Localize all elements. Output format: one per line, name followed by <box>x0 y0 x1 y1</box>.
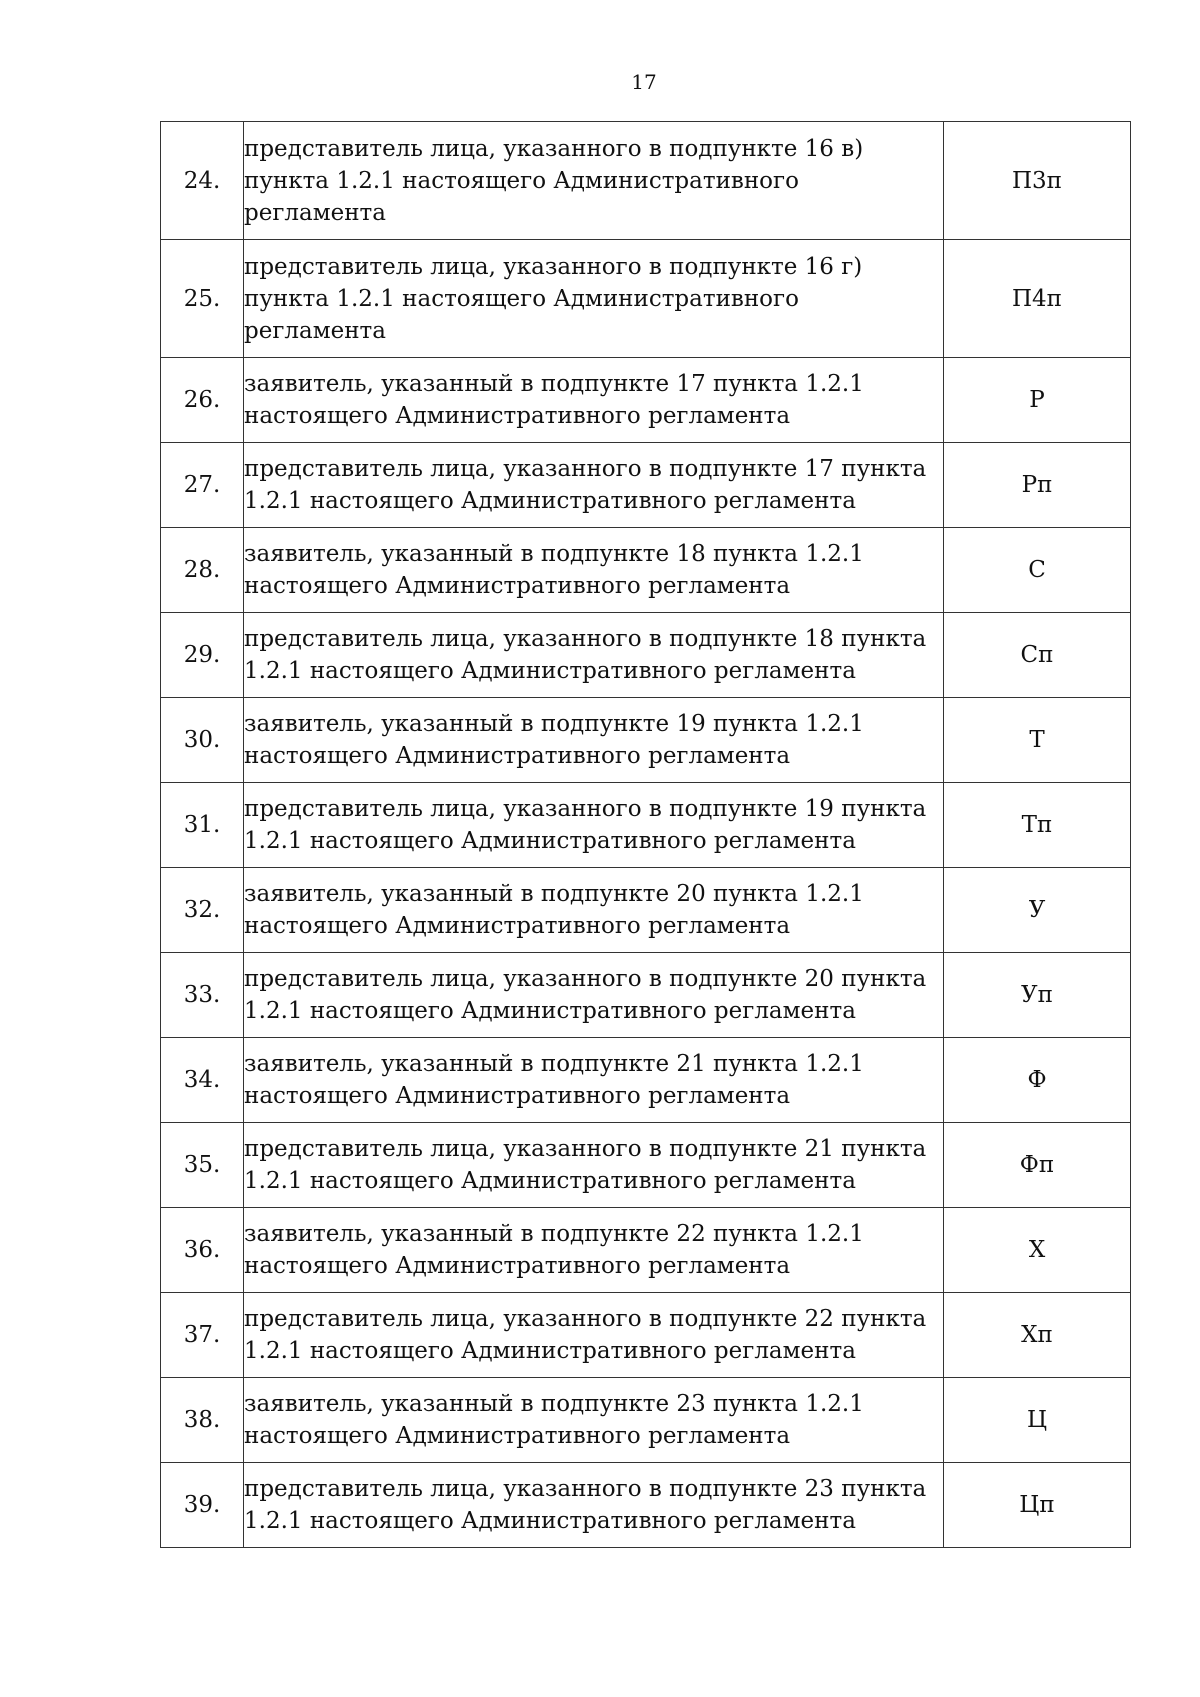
table-row <box>161 1038 1131 1123</box>
table-row <box>161 1463 1131 1548</box>
row-number: 34. <box>161 1038 244 1123</box>
table-body <box>161 122 1131 1548</box>
row-number: 28. <box>161 528 244 613</box>
row-description: представитель лица, указанного в подпункте 18 пункта 1.2.1 настоящего Административного регламента <box>244 613 944 698</box>
row-description: заявитель, указанный в подпункте 20 пункта 1.2.1 настоящего Административного регламента <box>244 868 944 953</box>
row-code: Т <box>944 698 1131 783</box>
row-number: 32. <box>161 868 244 953</box>
row-description: представитель лица, указанного в подпункте 22 пункта 1.2.1 настоящего Административного регламента <box>244 1293 944 1378</box>
row-number: 30. <box>161 698 244 783</box>
row-number: 24. <box>161 122 244 240</box>
row-number: 35. <box>161 1123 244 1208</box>
table-row <box>161 122 1131 240</box>
row-number: 33. <box>161 953 244 1038</box>
row-description: заявитель, указанный в подпункте 17 пункта 1.2.1 настоящего Административного регламента <box>244 358 944 443</box>
row-description: заявитель, указанный в подпункте 19 пункта 1.2.1 настоящего Административного регламента <box>244 698 944 783</box>
table-row <box>161 953 1131 1038</box>
row-description: представитель лица, указанного в подпункте 17 пункта 1.2.1 настоящего Административного регламента <box>244 443 944 528</box>
row-code: С <box>944 528 1131 613</box>
row-number: 31. <box>161 783 244 868</box>
row-code: Хп <box>944 1293 1131 1378</box>
table-row <box>161 1293 1131 1378</box>
row-code: У <box>944 868 1131 953</box>
row-code: Уп <box>944 953 1131 1038</box>
row-description: заявитель, указанный в подпункте 18 пункта 1.2.1 настоящего Административного регламента <box>244 528 944 613</box>
table-row <box>161 443 1131 528</box>
table-row <box>161 1123 1131 1208</box>
row-description: заявитель, указанный в подпункте 23 пункта 1.2.1 настоящего Административного регламента <box>244 1378 944 1463</box>
row-code: Тп <box>944 783 1131 868</box>
row-description: представитель лица, указанного в подпункте 16 в) пункта 1.2.1 настоящего Административного регламента <box>244 122 944 240</box>
row-description: заявитель, указанный в подпункте 21 пункта 1.2.1 настоящего Административного регламента <box>244 1038 944 1123</box>
row-description: представитель лица, указанного в подпункте 20 пункта 1.2.1 настоящего Административного регламента <box>244 953 944 1038</box>
row-number: 36. <box>161 1208 244 1293</box>
row-code: Фп <box>944 1123 1131 1208</box>
row-code: П4п <box>944 240 1131 358</box>
row-number: 38. <box>161 1378 244 1463</box>
row-code: Цп <box>944 1463 1131 1548</box>
row-code: Ф <box>944 1038 1131 1123</box>
row-description: представитель лица, указанного в подпункте 19 пункта 1.2.1 настоящего Административного регламента <box>244 783 944 868</box>
row-code: Р <box>944 358 1131 443</box>
table-row <box>161 1208 1131 1293</box>
row-number: 26. <box>161 358 244 443</box>
table-row <box>161 783 1131 868</box>
page-number: 17 <box>631 70 657 94</box>
table-row <box>161 698 1131 783</box>
row-code: Х <box>944 1208 1131 1293</box>
row-description: представитель лица, указанного в подпункте 23 пункта 1.2.1 настоящего Административного регламента <box>244 1463 944 1548</box>
row-code: Сп <box>944 613 1131 698</box>
table-row <box>161 613 1131 698</box>
row-code: Рп <box>944 443 1131 528</box>
row-code: П3п <box>944 122 1131 240</box>
table-row <box>161 1378 1131 1463</box>
table-row <box>161 240 1131 358</box>
row-description: заявитель, указанный в подпункте 22 пункта 1.2.1 настоящего Административного регламента <box>244 1208 944 1293</box>
row-code: Ц <box>944 1378 1131 1463</box>
row-number: 37. <box>161 1293 244 1378</box>
applicant-codes-table <box>160 121 1131 1548</box>
row-description: представитель лица, указанного в подпункте 21 пункта 1.2.1 настоящего Административного регламента <box>244 1123 944 1208</box>
table-row <box>161 868 1131 953</box>
table-row <box>161 358 1131 443</box>
row-description: представитель лица, указанного в подпункте 16 г) пункта 1.2.1 настоящего Административного регламента <box>244 240 944 358</box>
row-number: 39. <box>161 1463 244 1548</box>
row-number: 29. <box>161 613 244 698</box>
table-row <box>161 528 1131 613</box>
row-number: 27. <box>161 443 244 528</box>
row-number: 25. <box>161 240 244 358</box>
